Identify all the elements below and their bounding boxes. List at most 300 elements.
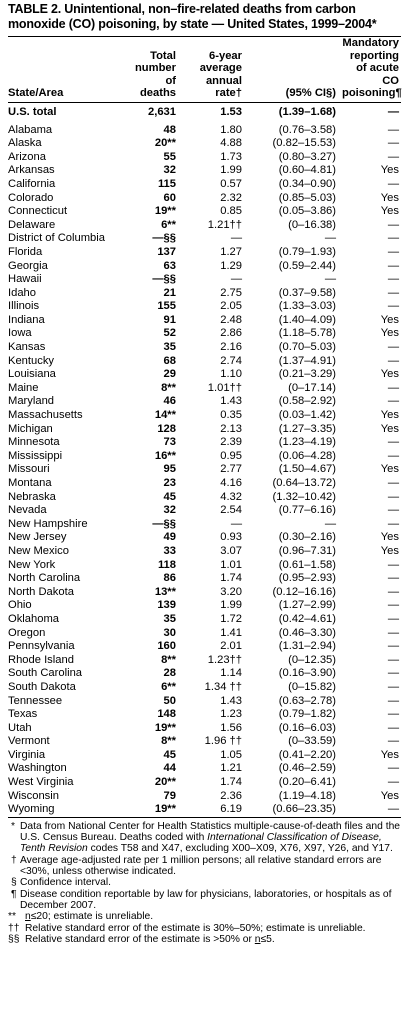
row-ci: (1.31–2.94) xyxy=(278,640,336,653)
row-rate: 1.29 xyxy=(220,259,242,272)
row-rate: 2.36 xyxy=(220,789,242,802)
row-deaths: 21 xyxy=(163,286,176,299)
row-ci: (0.16–3.90) xyxy=(278,667,336,680)
row-state: Nevada xyxy=(8,504,47,517)
row-rate: 0.93 xyxy=(220,531,242,544)
row-rate: 2.01 xyxy=(220,640,242,653)
row-reporting: — xyxy=(387,776,399,789)
row-reporting: Yes xyxy=(380,544,399,557)
row-reporting: — xyxy=(387,436,399,449)
table-row xyxy=(8,518,401,532)
row-ci: (0.16–6.03) xyxy=(278,721,336,734)
row-reporting: — xyxy=(387,694,399,707)
row-rate: 1.05 xyxy=(220,748,242,761)
row-reporting: — xyxy=(387,245,399,258)
row-state: Idaho xyxy=(8,286,36,299)
header-deaths-line: deaths xyxy=(139,87,176,100)
row-reporting: — xyxy=(387,708,399,721)
row-rate: 1.80 xyxy=(220,123,242,136)
row-state: Arizona xyxy=(8,150,46,163)
row-state: California xyxy=(8,177,56,190)
row-ci: (0.80–3.27) xyxy=(278,150,336,163)
row-rate: 1.56 xyxy=(220,721,242,734)
row-reporting: Yes xyxy=(380,368,399,381)
row-state: Minnesota xyxy=(8,436,60,449)
row-deaths: 68 xyxy=(163,354,176,367)
row-reporting: — xyxy=(387,735,399,748)
row-rate: 1.34 †† xyxy=(204,680,242,693)
footnote-n-symbol: n xyxy=(254,933,261,945)
row-reporting: — xyxy=(387,381,399,394)
row-deaths: 35 xyxy=(163,612,176,625)
table-row xyxy=(8,327,401,341)
row-ci: (0.30–2.16) xyxy=(278,531,336,544)
row-reporting: Yes xyxy=(380,313,399,326)
row-reporting: Yes xyxy=(380,191,399,204)
table-title: TABLE 2. Unintentional, non–fire-related deaths from carbon monoxide (CO) poisoning, by state — United States, 1999–2004* xyxy=(8,2,377,31)
footnote-rse50 xyxy=(8,934,401,945)
total-row xyxy=(8,103,401,121)
row-state: Alabama xyxy=(8,123,53,136)
row-deaths: 20** xyxy=(154,137,176,150)
table-row xyxy=(8,559,401,573)
row-state: Utah xyxy=(8,721,32,734)
row-state: South Carolina xyxy=(8,667,83,680)
table-row xyxy=(8,205,401,219)
row-ci: (1.33–3.03) xyxy=(278,300,336,313)
row-ci: (0.64–13.72) xyxy=(272,477,336,489)
row-state: Hawaii xyxy=(8,273,42,286)
row-ci: (1.37–4.91) xyxy=(278,354,336,367)
row-rate: 1.96 †† xyxy=(204,735,242,748)
header-deaths-line: of xyxy=(165,74,176,87)
row-reporting: — xyxy=(387,612,399,625)
row-reporting: — xyxy=(387,653,399,666)
row-ci: (0.46–2.59) xyxy=(278,762,336,775)
row-reporting: — xyxy=(387,395,399,408)
footnote-mark: § xyxy=(11,877,17,889)
table-row xyxy=(8,368,401,382)
table-row xyxy=(8,735,401,749)
row-deaths: 86 xyxy=(163,572,176,585)
row-state: Washington xyxy=(8,762,67,775)
footnote-mark: §§ xyxy=(8,933,20,945)
row-rate: 3.20 xyxy=(220,585,242,598)
total-reporting: — xyxy=(387,105,399,118)
row-rate: 1.10 xyxy=(220,368,242,381)
row-deaths: —§§ xyxy=(152,517,176,530)
header-reporting xyxy=(342,37,401,102)
footnote-rse30 xyxy=(8,923,401,934)
table-row xyxy=(8,121,401,138)
footnote-italic: International Classification of Disease, Tenth Revision xyxy=(20,832,382,855)
row-ci: (0.59–2.44) xyxy=(278,259,336,272)
row-ci: — xyxy=(324,517,336,530)
row-ci: (1.19–4.18) xyxy=(278,789,336,802)
row-reporting: Yes xyxy=(380,748,399,761)
row-reporting: — xyxy=(387,504,399,517)
row-reporting: — xyxy=(387,599,399,612)
row-rate: 2.74 xyxy=(220,354,242,367)
row-deaths: 45 xyxy=(163,748,176,761)
row-deaths: 160 xyxy=(157,640,176,653)
row-ci: (0–15.82) xyxy=(288,680,336,693)
table-row xyxy=(8,681,401,695)
row-state: Kentucky xyxy=(8,354,55,367)
row-deaths: 115 xyxy=(157,177,176,190)
row-deaths: 45 xyxy=(163,490,176,503)
row-deaths: 91 xyxy=(163,313,176,326)
row-ci: (1.40–4.09) xyxy=(278,313,336,326)
row-reporting: — xyxy=(387,150,399,163)
total-rate: 1.53 xyxy=(220,105,242,118)
row-rate: 2.54 xyxy=(220,504,242,517)
row-reporting: Yes xyxy=(380,164,399,177)
row-state: Colorado xyxy=(8,191,54,204)
row-deaths: 33 xyxy=(163,544,176,557)
table-row xyxy=(8,314,401,328)
header-rate-line: average xyxy=(199,62,242,75)
row-ci: (0.79–1.93) xyxy=(278,245,336,258)
header-state-label: State/Area xyxy=(8,87,64,100)
row-deaths: 6** xyxy=(161,680,176,693)
row-deaths: 14** xyxy=(154,409,176,422)
header-row xyxy=(8,37,401,102)
row-deaths: 8** xyxy=(161,381,176,394)
footnote-reporting xyxy=(8,889,401,912)
row-rate: 2.39 xyxy=(220,436,242,449)
row-state: Mississippi xyxy=(8,449,63,462)
row-ci: (0.20–6.41) xyxy=(278,776,336,789)
row-ci: (0.42–4.61) xyxy=(278,612,336,625)
row-ci: (0.41–2.20) xyxy=(278,748,336,761)
row-state: Ohio xyxy=(8,599,32,612)
row-rate: 2.32 xyxy=(220,191,242,204)
row-state: Kansas xyxy=(8,341,46,354)
row-deaths: 155 xyxy=(157,300,176,313)
row-reporting: Yes xyxy=(380,327,399,340)
table-row xyxy=(8,137,401,151)
row-deaths: 20** xyxy=(154,776,176,789)
row-ci: (0.63–2.78) xyxy=(278,694,336,707)
row-rate: 0.57 xyxy=(220,177,242,190)
row-state: New Mexico xyxy=(8,544,69,557)
row-state: Missouri xyxy=(8,463,50,476)
row-reporting: — xyxy=(387,218,399,231)
header-reporting-line: reporting xyxy=(349,49,399,62)
row-rate: 1.73 xyxy=(220,150,242,163)
table-row xyxy=(8,504,401,518)
row-reporting: Yes xyxy=(380,531,399,544)
row-deaths: 44 xyxy=(163,762,176,775)
row-reporting: Yes xyxy=(380,409,399,422)
row-state: North Carolina xyxy=(8,572,81,585)
row-rate: 1.43 xyxy=(220,395,242,408)
row-ci: (1.32–10.42) xyxy=(272,490,336,503)
table-row xyxy=(8,287,401,301)
row-deaths: 48 xyxy=(163,123,176,136)
header-rate-line: rate† xyxy=(215,87,242,100)
row-rate: — xyxy=(230,273,242,286)
row-reporting: Yes xyxy=(380,422,399,435)
row-ci: (1.23–4.19) xyxy=(278,436,336,449)
header-reporting-line: Mandatory xyxy=(342,37,399,49)
row-state: District of Columbia xyxy=(8,232,105,245)
row-ci: (0.77–6.16) xyxy=(278,504,336,517)
row-reporting: — xyxy=(387,123,399,136)
row-state: Oregon xyxy=(8,626,46,639)
header-deaths xyxy=(120,37,180,102)
row-ci: (0.96–7.31) xyxy=(278,544,336,557)
row-state: Wisconsin xyxy=(8,789,59,802)
row-reporting: Yes xyxy=(380,463,399,476)
row-reporting: — xyxy=(387,286,399,299)
footnote-text: Confidence interval. xyxy=(20,877,112,889)
row-reporting: — xyxy=(387,354,399,367)
table-row xyxy=(8,790,401,804)
row-state: Iowa xyxy=(8,327,32,340)
header-rate-line: 6-year xyxy=(209,49,242,62)
row-deaths: 137 xyxy=(157,245,176,258)
row-state: Maine xyxy=(8,381,39,394)
header-rate xyxy=(180,37,248,102)
row-deaths: 8** xyxy=(161,653,176,666)
row-deaths: 52 xyxy=(163,327,176,340)
row-rate: — xyxy=(230,232,242,245)
row-rate: 2.48 xyxy=(220,313,242,326)
row-deaths: 50 xyxy=(163,694,176,707)
row-ci: (0.85–5.03) xyxy=(278,191,336,204)
row-deaths: 8** xyxy=(161,735,176,748)
row-reporting: — xyxy=(387,721,399,734)
header-reporting-line: CO xyxy=(382,74,399,87)
footnote-text: Data from National Center for Health Statistics multiple-cause-of-death files and the U.S. Census Bureau. Deaths coded with xyxy=(20,820,401,844)
row-state: Louisiana xyxy=(8,368,56,381)
footnote-n xyxy=(8,911,401,922)
row-deaths: 139 xyxy=(157,599,176,612)
row-reporting: — xyxy=(387,477,399,489)
row-reporting: — xyxy=(387,585,399,598)
row-reporting: — xyxy=(387,341,399,354)
table-row xyxy=(8,613,401,627)
row-rate: 2.16 xyxy=(220,341,242,354)
footnote-data-source xyxy=(8,821,401,855)
row-rate: 4.88 xyxy=(220,137,242,150)
total-state: U.S. total xyxy=(8,105,57,118)
row-ci: — xyxy=(324,273,336,286)
row-ci: (0.21–3.29) xyxy=(278,368,336,381)
row-ci: (0.03–1.42) xyxy=(278,409,336,422)
row-rate: 0.85 xyxy=(220,205,242,218)
row-rate: 2.05 xyxy=(220,300,242,313)
row-deaths: 128 xyxy=(157,422,176,435)
row-ci: (0.95–2.93) xyxy=(278,572,336,585)
state-rows xyxy=(8,121,401,817)
table-row xyxy=(8,586,401,600)
header-deaths-line: Total xyxy=(150,49,176,62)
row-ci: (0–16.38) xyxy=(288,218,336,231)
row-deaths: 30 xyxy=(163,626,176,639)
row-ci: (0.37–9.58) xyxy=(278,286,336,299)
bottom-rule xyxy=(8,817,401,818)
footnote-mark: ** xyxy=(8,911,17,923)
row-ci: (0.06–4.28) xyxy=(278,449,336,462)
footnote-rate xyxy=(8,855,401,878)
row-rate: 1.21 xyxy=(220,762,242,775)
table-document xyxy=(8,2,401,945)
row-state: Massachusetts xyxy=(8,409,83,422)
row-reporting: — xyxy=(387,572,399,585)
table-row xyxy=(8,246,401,260)
row-rate: 2.75 xyxy=(220,286,242,299)
footnote-mark: ¶ xyxy=(11,888,17,900)
row-deaths: 6** xyxy=(161,218,176,231)
table-row xyxy=(8,409,401,423)
row-reporting: — xyxy=(387,626,399,639)
table-row xyxy=(8,640,401,654)
row-rate: 1.14 xyxy=(220,667,242,680)
row-deaths: 79 xyxy=(163,789,176,802)
row-state: Connecticut xyxy=(8,205,68,218)
row-deaths: 35 xyxy=(163,341,176,354)
row-ci: (0.05–3.86) xyxy=(278,205,336,218)
row-ci: (0–12.35) xyxy=(288,653,336,666)
row-state: Nebraska xyxy=(8,490,56,503)
footnote-mark: † xyxy=(11,854,17,866)
row-state: Arkansas xyxy=(8,164,55,177)
row-deaths: 118 xyxy=(157,558,176,571)
row-ci: (1.18–5.78) xyxy=(278,327,336,340)
table-row xyxy=(8,450,401,464)
row-ci: (0.58–2.92) xyxy=(278,395,336,408)
row-deaths: —§§ xyxy=(152,273,176,286)
row-reporting: — xyxy=(387,300,399,313)
row-rate: — xyxy=(230,517,242,530)
row-rate: 2.13 xyxy=(220,422,242,435)
row-deaths: 32 xyxy=(163,504,176,517)
footnote-text: ≤5. xyxy=(260,933,275,945)
row-ci: (1.27–2.99) xyxy=(278,599,336,612)
row-reporting: — xyxy=(387,177,399,190)
table-row xyxy=(8,382,401,396)
row-state: Tennessee xyxy=(8,694,63,707)
row-reporting: — xyxy=(387,667,399,680)
total-deaths: 2,631 xyxy=(148,105,176,118)
row-rate: 0.95 xyxy=(220,449,242,462)
row-ci: (0.34–0.90) xyxy=(278,177,336,190)
row-rate: 6.19 xyxy=(220,803,242,816)
footnotes xyxy=(8,821,401,945)
row-deaths: 32 xyxy=(163,164,176,177)
footnote-mark: * xyxy=(11,820,16,832)
row-rate: 2.77 xyxy=(220,463,242,476)
row-state: New York xyxy=(8,558,56,571)
table-row xyxy=(8,341,401,355)
header-rate-line: annual xyxy=(205,74,242,87)
table-row xyxy=(8,572,401,586)
row-ci: — xyxy=(324,232,336,245)
row-state: West Virginia xyxy=(8,776,74,789)
table-row xyxy=(8,423,401,437)
row-deaths: 23 xyxy=(163,477,176,489)
row-reporting: — xyxy=(387,259,399,272)
row-deaths: —§§ xyxy=(152,232,176,245)
row-deaths: 28 xyxy=(163,667,176,680)
table-row xyxy=(8,803,401,817)
row-ci: (1.27–3.35) xyxy=(278,422,336,435)
row-deaths: 95 xyxy=(163,463,176,476)
row-rate: 4.16 xyxy=(220,477,242,489)
row-deaths: 29 xyxy=(163,368,176,381)
row-deaths: 148 xyxy=(157,708,176,721)
row-reporting: — xyxy=(387,137,399,150)
header-reporting-line: poisoning¶ xyxy=(342,87,402,100)
row-state: Delaware xyxy=(8,218,56,231)
table-row xyxy=(8,436,401,450)
row-rate: 1.01†† xyxy=(207,381,242,394)
row-reporting: — xyxy=(387,680,399,693)
footnote-n-symbol: n xyxy=(25,911,31,923)
row-rate: 2.86 xyxy=(220,327,242,340)
row-ci: (0.66–23.35) xyxy=(272,803,336,816)
table-row xyxy=(8,273,401,287)
row-reporting: — xyxy=(387,640,399,653)
header-deaths-line: number xyxy=(134,62,176,75)
table-row xyxy=(8,708,401,722)
row-state: New Hampshire xyxy=(8,517,88,530)
table-row xyxy=(8,477,401,491)
row-ci: (0–33.59) xyxy=(288,735,336,748)
row-rate: 1.23 xyxy=(220,708,242,721)
row-state: Oklahoma xyxy=(8,612,59,625)
header-state xyxy=(8,37,120,102)
row-state: North Dakota xyxy=(8,585,74,598)
row-ci: (0.46–3.30) xyxy=(278,626,336,639)
row-ci: (0–17.14) xyxy=(288,381,336,394)
footnote-text: Relative standard error of the estimate is 30%–50%; estimate is unreliable. xyxy=(25,922,366,934)
table-row xyxy=(8,178,401,192)
row-ci: (0.60–4.81) xyxy=(278,164,336,177)
table-row xyxy=(8,164,401,178)
row-rate: 1.23†† xyxy=(207,653,242,666)
table-row xyxy=(8,151,401,165)
row-reporting: — xyxy=(387,273,399,286)
header-ci xyxy=(248,37,342,102)
row-deaths: 55 xyxy=(163,150,176,163)
table-row xyxy=(8,545,401,559)
row-state: New Jersey xyxy=(8,531,67,544)
row-rate: 1.99 xyxy=(220,164,242,177)
row-reporting: — xyxy=(387,232,399,245)
table-row xyxy=(8,219,401,233)
row-rate: 0.35 xyxy=(220,409,242,422)
row-reporting: — xyxy=(387,449,399,462)
row-state: Illinois xyxy=(8,300,40,313)
table-row xyxy=(8,749,401,763)
row-reporting: — xyxy=(387,517,399,530)
row-rate: 1.74 xyxy=(220,572,242,585)
table-row xyxy=(8,491,401,505)
row-reporting: — xyxy=(387,762,399,775)
row-ci: (0.12–16.16) xyxy=(272,585,336,598)
header-ci-label: (95% CI§) xyxy=(285,87,336,100)
row-state: Georgia xyxy=(8,259,48,272)
row-state: South Dakota xyxy=(8,680,76,693)
footnote-mark: †† xyxy=(8,922,20,934)
row-state: Pennsylvania xyxy=(8,640,75,653)
row-reporting: — xyxy=(387,490,399,503)
row-deaths: 19** xyxy=(154,803,176,816)
